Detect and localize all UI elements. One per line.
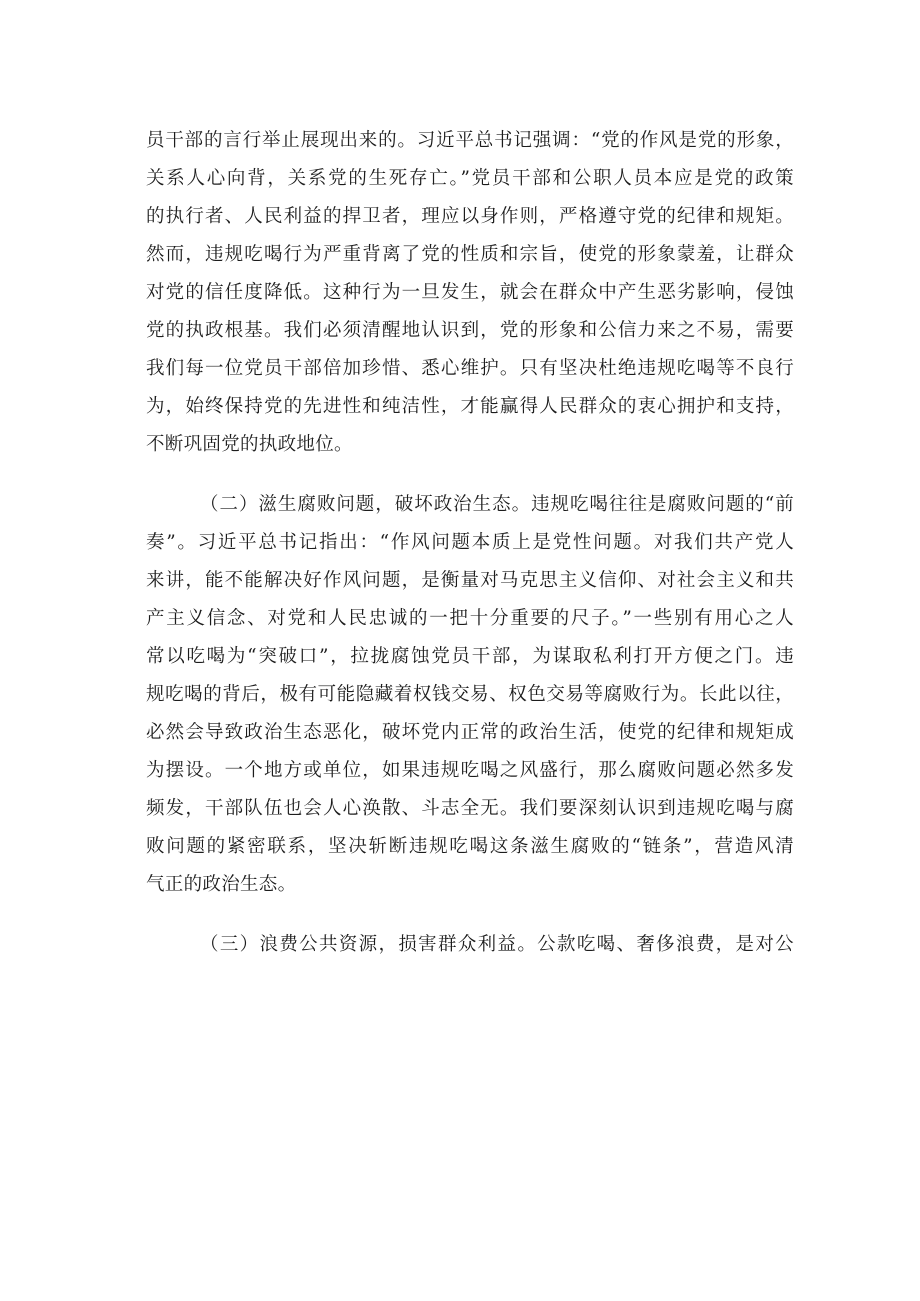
paragraph-gap <box>146 904 794 926</box>
paragraph-2 <box>146 486 794 904</box>
text-line: 我们每一位党员干部倍加珍惜、悉心维护。只有坚决杜绝违规吃喝等不良行 <box>146 358 794 379</box>
paragraph-gap <box>146 464 794 486</box>
text-line: 败问题的紧密联系，坚决斩断违规吃喝这条滋生腐败的“链条”，营造风清 <box>146 836 794 857</box>
text-line: 员干部的言行举止展现出来的。习近平总书记强调：“党的作风是党的形象， <box>146 130 794 151</box>
text-line: 为摆设。一个地方或单位，如果违规吃喝之风盛行，那么腐败问题必然多发 <box>146 760 794 781</box>
text-line: （二）滋生腐败问题，破坏政治生态。违规吃喝往往是腐败问题的“前 <box>200 494 794 515</box>
text-line: 关系人心向背，关系党的生死存亡。”党员干部和公职人员本应是党的政策 <box>146 168 794 189</box>
text-line: 党的执政根基。我们必须清醒地认识到，党的形象和公信力来之不易，需要 <box>146 320 794 341</box>
paragraph-1 <box>146 122 794 464</box>
text-line: 产主义信念、对党和人民忠诚的一把十分重要的尺子。”一些别有用心之人 <box>146 608 794 629</box>
text-line: 规吃喝的背后，极有可能隐藏着权钱交易、权色交易等腐败行为。长此以往， <box>146 684 794 705</box>
text-line: 必然会导致政治生态恶化，破坏党内正常的政治生活，使党的纪律和规矩成 <box>146 722 794 743</box>
text-line: 不断巩固党的执政地位。 <box>146 434 353 455</box>
text-line: 来讲，能不能解决好作风问题，是衡量对马克思主义信仰、对社会主义和共 <box>146 570 794 591</box>
body-text <box>146 122 794 964</box>
text-line: 奏”。习近平总书记指出：“作风问题本质上是党性问题。对我们共产党人 <box>146 532 794 553</box>
text-line: 气正的政治生态。 <box>146 874 297 895</box>
text-line: 常以吃喝为“突破口”，拉拢腐蚀党员干部，为谋取私利打开方便之门。违 <box>146 646 794 667</box>
paragraph-3 <box>146 926 794 964</box>
text-line: 然而，违规吃喝行为严重背离了党的性质和宗旨，使党的形象蒙羞，让群众 <box>146 244 794 265</box>
text-line: 对党的信任度降低。这种行为一旦发生，就会在群众中产生恶劣影响，侵蚀 <box>146 282 794 303</box>
text-line: 的执行者、人民利益的捍卫者，理应以身作则，严格遵守党的纪律和规矩。 <box>146 206 794 227</box>
text-line: 为，始终保持党的先进性和纯洁性，才能赢得人民群众的衷心拥护和支持， <box>146 396 794 417</box>
text-line: （三）浪费公共资源，损害群众利益。公款吃喝、奢侈浪费，是对公 <box>200 934 794 955</box>
text-line: 频发，干部队伍也会人心涣散、斗志全无。我们要深刻认识到违规吃喝与腐 <box>146 798 794 819</box>
